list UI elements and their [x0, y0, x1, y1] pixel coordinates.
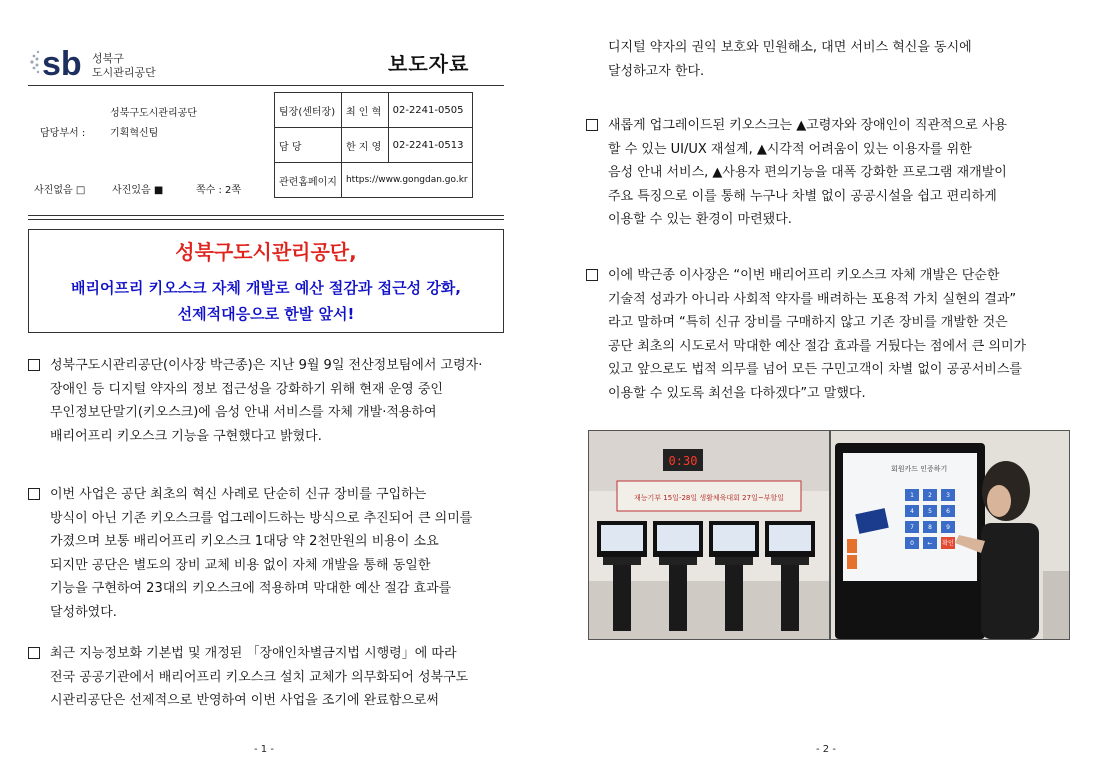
bullet-box-icon: [28, 359, 40, 371]
side-button: [847, 555, 857, 569]
text-line: 주요 특징으로 이를 통해 누구나 차별 없이 공공시설을 쉽고 편리하게: [608, 188, 997, 204]
svg-text:5: 5: [928, 508, 932, 515]
headline-subtitle-line: 배리어프리 키오스크 자체 개발로 예산 절감과 접근성 강화,: [70, 279, 462, 297]
paragraph-text: [50, 483, 472, 624]
homepage-label: 관련홈페이지: [275, 163, 342, 198]
logo-line2: 도시관리공단: [92, 66, 156, 79]
text-line: 배리어프리 키오스크 기능을 구현했다고 밝혔다.: [50, 428, 322, 444]
kiosk-user-illustration: [831, 431, 1069, 639]
text-line: 장애인 등 디지털 약자의 정보 접근성을 강화하기 위해 현재 운영 중인: [50, 381, 443, 397]
contact-phone: 02-2241-0505: [388, 93, 472, 128]
divider: [28, 215, 504, 216]
paragraph-text: [608, 36, 972, 83]
text-line: 할 수 있는 UI/UX 재설계, ▲시각적 어려움이 있는 이용자를 위한: [608, 141, 972, 157]
text-line: 달성하고자 한다.: [608, 63, 705, 79]
bullet-box-icon: [586, 269, 598, 281]
bullet-box-icon: [28, 488, 40, 500]
text-line: 디지털 약자의 권익 보호와 민원해소, 대면 서비스 혁신을 동시에: [608, 40, 972, 55]
paragraph: [28, 483, 518, 628]
press-release-title: 보도자료: [388, 52, 470, 76]
text-line: 이에 박근종 이사장은 “이번 배리어프리 키오스크 자체 개발은 단순한: [608, 268, 1000, 283]
text-line: 되지만 공단은 별도의 장비 교체 비용 없이 자체 개발을 통해 동일한: [50, 557, 431, 573]
headline-subtitle-line: 선제적대응으로 한발 앞서!: [177, 305, 355, 323]
page-number: - 2 -: [816, 744, 836, 755]
svg-text:6: 6: [946, 508, 950, 515]
headline-box: [28, 229, 504, 333]
text-line: 이용할 수 있도록 최선을 다하겠다”고 말했다.: [608, 385, 866, 401]
svg-text:1: 1: [910, 492, 914, 499]
text-line: 전국 공공기관에서 배리어프리 키오스크 설치 교체가 의무화되어 성북구도: [50, 669, 469, 685]
bullet-box-icon: [586, 119, 598, 131]
paragraph: [28, 642, 518, 717]
side-button: [847, 539, 857, 553]
text-line: 무인정보단말기(키오스크)에 음성 안내 서비스를 자체 개발·적용하여: [50, 405, 437, 420]
paragraph-text: [50, 354, 482, 448]
photo-yes-label: 사진있음 ■: [112, 185, 164, 196]
screen-title: 회원카드 인증하기: [891, 465, 948, 473]
side-stand: [1043, 571, 1069, 639]
contact-table: [274, 92, 473, 198]
svg-text:확인: 확인: [942, 540, 954, 547]
photo-none-label: 사진없음 □: [34, 185, 86, 196]
text-line: 시관리공단은 선제적으로 반영하여 이번 사업을 조기에 완료함으로써: [50, 693, 439, 708]
contact-name: 한 지 영: [341, 128, 388, 163]
svg-text:9: 9: [946, 524, 950, 531]
homepage-link[interactable]: https://www.gongdan.go.kr: [341, 163, 472, 198]
clock-text: 0:30: [668, 454, 698, 468]
text-line: 최근 지능정보화 기본법 및 개정된 「장애인차별금지법 시행령」에 따라: [50, 646, 457, 661]
text-line: 이번 사업은 공단 최초의 혁신 사례로 단순히 신규 장비를 구입하는: [50, 487, 427, 502]
text-line: 가졌으며 보통 배리어프리 키오스크 1대당 약 2천만원의 비용이 소요: [50, 534, 439, 549]
contact-phone: 02-2241-0513: [388, 128, 472, 163]
text-line: 있고 앞으로도 법적 의무를 넘어 모든 구민고객이 차별 없이 공공서비스를: [608, 362, 1022, 377]
org-name: 성북구도시관리공단: [110, 108, 197, 119]
banner-text: 재능기부 15일-28일 생활체육대회 27일~부할일: [634, 494, 784, 502]
text-line: 기능을 구현하여 23대의 키오스크에 적용하며 막대한 예산 절감 효과를: [50, 581, 452, 596]
bullet-box-icon: [28, 647, 40, 659]
logo-icon: [28, 42, 88, 84]
paragraph-text: [50, 642, 468, 713]
text-line: 라고 말하며 “특히 신규 장비를 구매하지 않고 기존 장비를 개발한 것은: [608, 315, 1008, 330]
text-line: 성북구도시관리공단(이사장 박근종)은 지난 9월 9일 전산정보팀에서 고령자·: [50, 358, 483, 373]
headline-title: 성북구도시관리공단,: [175, 240, 357, 264]
svg-text:2: 2: [928, 492, 932, 499]
contact-role: 담 당: [275, 128, 342, 163]
paragraph: [28, 354, 518, 454]
page-count: 쪽수 : 2쪽: [196, 185, 242, 196]
kiosk-row-illustration: [589, 431, 829, 639]
logo-sb-text: sb: [42, 45, 82, 83]
logo-line1: 성북구: [92, 52, 124, 65]
headline-subtitle: [29, 275, 503, 327]
text-line: 달성하였다.: [50, 604, 117, 620]
paragraph: [586, 36, 1076, 86]
svg-text:0: 0: [910, 540, 914, 547]
text-line: 이용할 수 있는 환경이 마련됐다.: [608, 212, 792, 227]
contact-row: [275, 93, 473, 128]
text-line: 기술적 성과가 아니라 사회적 약자를 배려하는 포용적 가치 실현의 결과”: [608, 291, 1017, 307]
paragraph: [586, 264, 1076, 409]
divider: [28, 219, 504, 220]
text-line: 새롭게 업그레이드된 키오스크는 ▲고령자와 장애인이 직관적으로 사용: [608, 118, 1007, 133]
svg-text:3: 3: [946, 492, 950, 499]
svg-text:4: 4: [910, 508, 914, 515]
svg-text:8: 8: [928, 524, 932, 531]
svg-text:7: 7: [910, 524, 914, 531]
homepage-row: [275, 163, 473, 198]
paragraph-text: [608, 114, 1007, 232]
svg-text:←: ←: [927, 540, 933, 547]
logo-text: [92, 52, 156, 80]
text-line: 방식이 아닌 기존 키오스크를 업그레이드하는 방식으로 추진되어 큰 의미를: [50, 510, 473, 526]
paragraph: [586, 114, 1076, 239]
text-line: 음성 안내 서비스, ▲사용자 편의기능을 대폭 강화한 프로그램 재개발이: [608, 165, 1007, 180]
dept-label: 담당부서 :: [40, 128, 86, 139]
contact-name: 최 인 혁: [341, 93, 388, 128]
text-line: 공단 최초의 시도로서 막대한 예산 절감 효과를 거뒀다는 점에서 큰 의미가: [608, 338, 1027, 354]
page-number: - 1 -: [254, 744, 274, 755]
kiosk-row-photo: [588, 430, 830, 640]
dept-name: 기획혁신팀: [110, 128, 159, 139]
paragraph-text: [608, 264, 1026, 405]
kiosk-user-photo: [830, 430, 1070, 640]
divider: [28, 85, 504, 86]
contact-role: 팀장(센터장): [275, 93, 342, 128]
contact-row: [275, 128, 473, 163]
